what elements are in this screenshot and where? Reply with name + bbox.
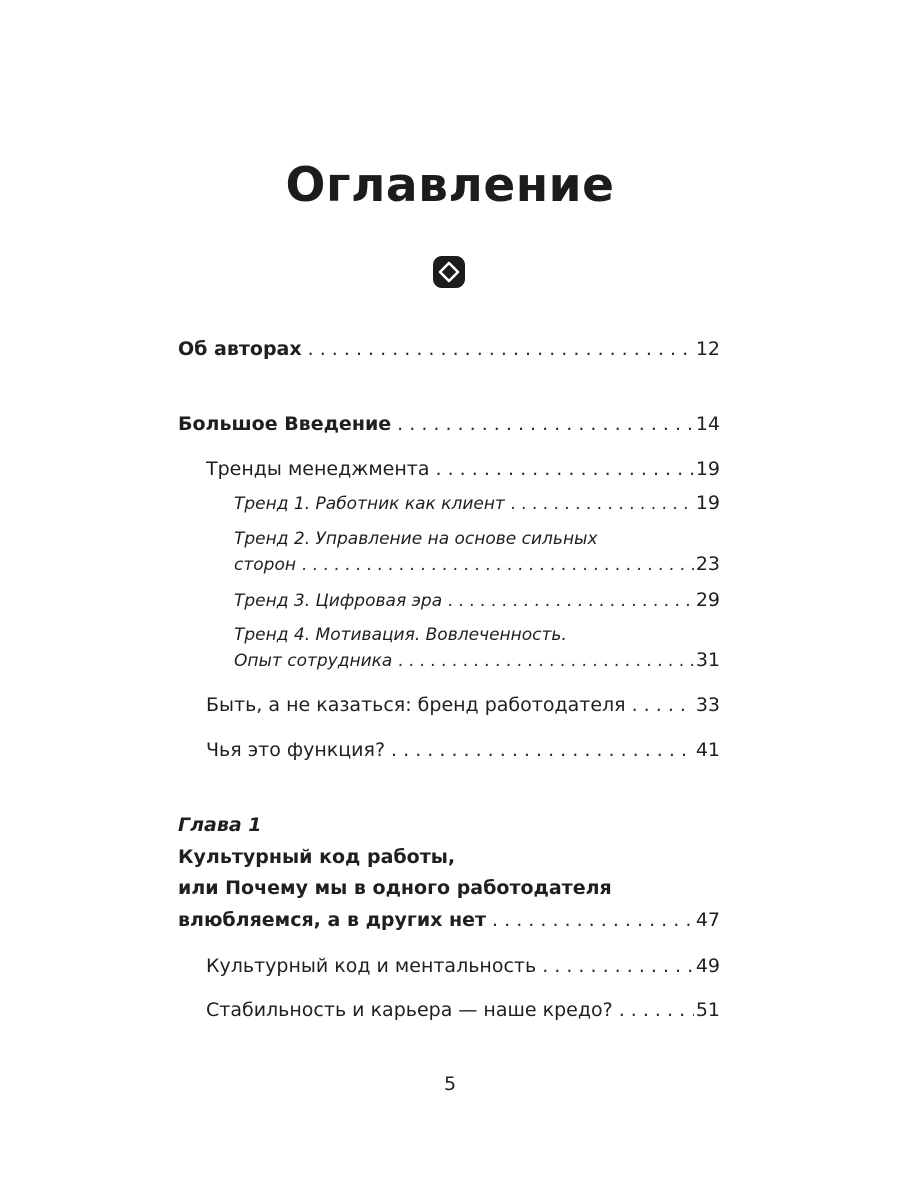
toc-entry-chapter-1[interactable] [178,907,720,933]
toc-entry-employer-brand[interactable] [206,692,720,718]
leader-dots [448,588,694,614]
toc-entry-text: Большое Введение [178,413,392,435]
leader-dots [302,552,694,578]
leader-dots [436,456,694,482]
toc-entry-trend-4-line-1[interactable]: Тренд 4. Мотивация. Вовлеченность. [234,625,567,645]
leader-dots [398,648,693,674]
chapter-title-line-2[interactable]: или Почему мы в одного работодателя [178,877,612,899]
chapter-label: Глава 1 [178,814,262,836]
leader-dots [397,411,694,437]
page-title: Оглавление [285,158,615,213]
toc-entry-text: Тренд 3. Цифровая эра [234,591,443,611]
toc-page-number: 51 [695,999,720,1021]
toc-page-number: 47 [695,909,720,931]
toc-page-number: 14 [695,413,720,435]
toc-entry-trend-2-line-1[interactable]: Тренд 2. Управление на основе сильных [234,529,598,549]
toc-entry-stability[interactable] [206,997,720,1023]
toc-entry-text: Стабильность и карьера — наше кредо? [206,999,613,1021]
toc-entry-text: Тренды менеджмента [206,458,430,480]
toc-entry-big-intro[interactable] [178,411,720,437]
toc-entry-text: Культурный код и ментальность [206,955,537,977]
leader-dots [542,953,694,979]
toc-entry-about-authors[interactable] [178,336,720,362]
toc-page-number: 41 [695,739,720,761]
toc-entry-text: Опыт сотрудника [234,651,393,671]
toc-page-number: 49 [695,955,720,977]
leader-dots [632,692,694,718]
leader-dots [619,997,694,1023]
toc-page-number: 19 [695,492,720,514]
toc-entry-text: Тренд 1. Работник как клиент [234,494,505,514]
toc-entry-text: Об авторах [178,338,302,360]
toc-entry-text: Чья это функция? [206,739,386,761]
leader-dots [308,336,694,362]
toc-page-number: 12 [695,338,720,360]
toc-entry-mgmt-trends[interactable] [206,456,720,482]
toc-page-number: 31 [695,649,720,671]
toc-page-number: 33 [695,694,720,716]
chapter-title-line-1[interactable]: Культурный код работы, [178,846,456,868]
leader-dots [511,491,694,517]
toc-entry-text: влюбляемся, а в других нет [178,909,487,931]
toc-entry-trend-2[interactable] [234,551,720,578]
toc-page-number: 29 [695,589,720,611]
toc-entry-culture-code[interactable] [206,953,720,979]
leader-dots [492,907,694,933]
toc-entry-text: Быть, а не казаться: бренд работодателя [206,694,626,716]
toc-page-number: 23 [695,553,720,575]
leader-dots [391,737,694,763]
toc-page-number: 19 [695,458,720,480]
toc-entry-trend-1[interactable] [234,490,720,517]
toc-entry-trend-4[interactable] [234,647,720,674]
page-number: 5 [443,1073,457,1095]
toc-entry-whose-function[interactable] [206,737,720,763]
toc-entry-trend-3[interactable] [234,587,720,614]
toc-entry-text: сторон [234,555,296,575]
